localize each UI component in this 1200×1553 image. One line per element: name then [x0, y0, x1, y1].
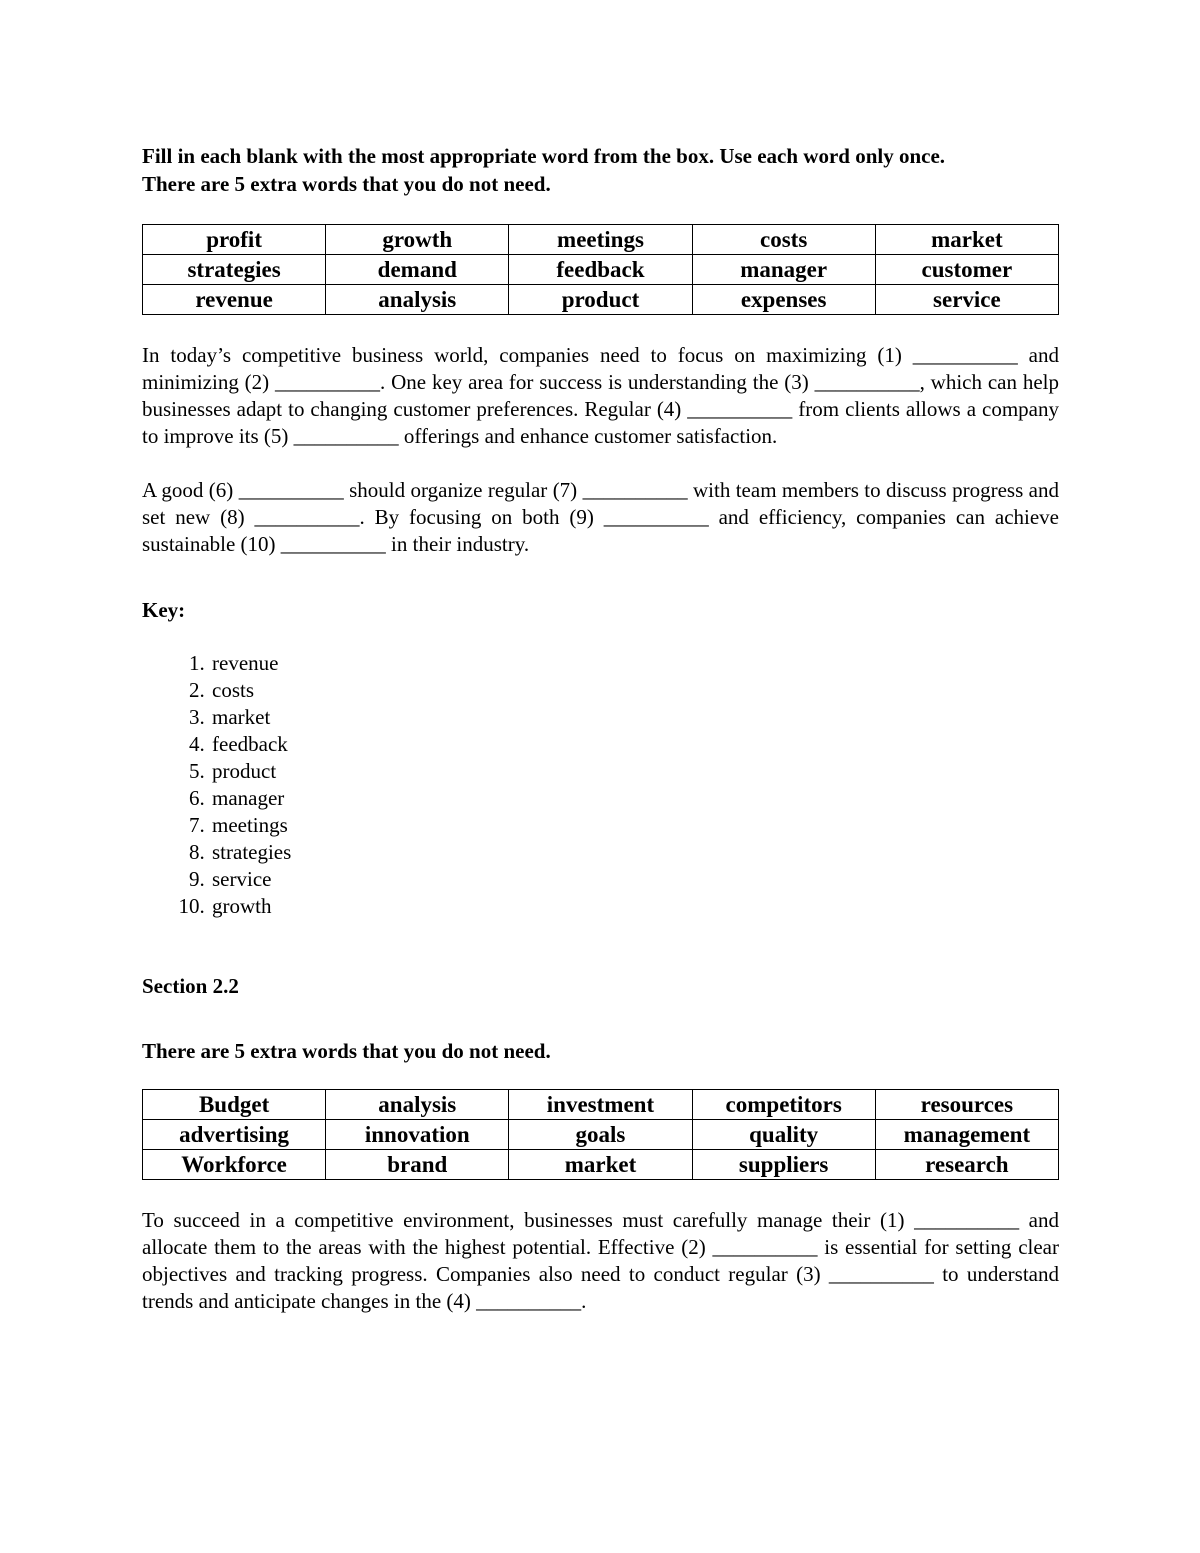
- word-cell: suppliers: [692, 1150, 875, 1180]
- answer-key-item: 9. service: [210, 866, 1059, 893]
- word-cell: investment: [509, 1090, 692, 1120]
- answer-key-item: 6. manager: [210, 785, 1059, 812]
- section1-paragraph-2: A good (6) __________ should organize regular (7) __________ with team members to discuss progress and set new (8) __________. By focusing on both (9) __________ and efficiency, companies can achieve sustainable (10) __________ in their industry.: [142, 478, 1059, 556]
- word-box-row: [143, 255, 1059, 285]
- word-box-row: [143, 285, 1059, 315]
- word-box-1: [142, 224, 1059, 315]
- answer-key-item: 8. strategies: [210, 839, 1059, 866]
- word-cell: customer: [875, 255, 1058, 285]
- word-cell: market: [509, 1150, 692, 1180]
- word-cell: Workforce: [143, 1150, 326, 1180]
- word-cell: quality: [692, 1120, 875, 1150]
- word-cell: expenses: [692, 285, 875, 315]
- word-box-row: [143, 225, 1059, 255]
- word-box-2: [142, 1089, 1059, 1180]
- word-cell: analysis: [326, 1090, 509, 1120]
- word-cell: feedback: [509, 255, 692, 285]
- word-cell: manager: [692, 255, 875, 285]
- instruction-text: [142, 142, 1059, 198]
- word-cell: strategies: [143, 255, 326, 285]
- word-cell: management: [875, 1120, 1058, 1150]
- word-cell: product: [509, 285, 692, 315]
- answer-key-item: 4. feedback: [210, 731, 1059, 758]
- instruction-line-2: There are 5 extra words that you do not need.: [142, 172, 551, 196]
- word-cell: service: [875, 285, 1058, 315]
- section1-paragraph-1: In today’s competitive business world, companies need to focus on maximizing (1) __________ and minimizing (2) __________. One key area for success is understanding the (3) __________, which can help businesses adapt to changing customer preferences. Regular (4) __________ from clients allows a company to improve its (5) __________ offerings and enhance customer satisfaction.: [142, 343, 1059, 448]
- word-cell: resources: [875, 1090, 1058, 1120]
- instruction-line-1: Fill in each blank with the most appropriate word from the box. Use each word only once.: [142, 144, 946, 168]
- key-title: Key:: [142, 598, 186, 622]
- word-cell: Budget: [143, 1090, 326, 1120]
- word-cell: goals: [509, 1120, 692, 1150]
- answer-key-list: [142, 650, 1059, 920]
- word-cell: research: [875, 1150, 1058, 1180]
- word-cell: analysis: [326, 285, 509, 315]
- word-cell: revenue: [143, 285, 326, 315]
- word-cell: demand: [326, 255, 509, 285]
- answer-key-item: 7. meetings: [210, 812, 1059, 839]
- document-page: [142, 142, 1059, 1315]
- answer-key-item: 5. product: [210, 758, 1059, 785]
- word-cell: profit: [143, 225, 326, 255]
- word-cell: market: [875, 225, 1058, 255]
- section-2-2-instruction: There are 5 extra words that you do not need.: [142, 1039, 551, 1063]
- word-cell: competitors: [692, 1090, 875, 1120]
- word-cell: meetings: [509, 225, 692, 255]
- section2-paragraph-1: To succeed in a competitive environment, businesses must carefully manage their (1) __________ and allocate them to the areas with the highest potential. Effective (2) __________ is essential for setting clear objectives and tracking progress. Companies also need to conduct regular (3) __________ to understand trends and anticipate changes in the (4) __________.: [142, 1208, 1059, 1313]
- answer-key-item: 10. growth: [210, 893, 1059, 920]
- word-cell: growth: [326, 225, 509, 255]
- word-cell: advertising: [143, 1120, 326, 1150]
- answer-key-item: 1. revenue: [210, 650, 1059, 677]
- section-2-2-title: Section 2.2: [142, 974, 239, 998]
- word-box-row: [143, 1090, 1059, 1120]
- word-cell: innovation: [326, 1120, 509, 1150]
- answer-key-item: 3. market: [210, 704, 1059, 731]
- word-cell: brand: [326, 1150, 509, 1180]
- word-box-row: [143, 1120, 1059, 1150]
- word-cell: costs: [692, 225, 875, 255]
- answer-key-item: 2. costs: [210, 677, 1059, 704]
- word-box-row: [143, 1150, 1059, 1180]
